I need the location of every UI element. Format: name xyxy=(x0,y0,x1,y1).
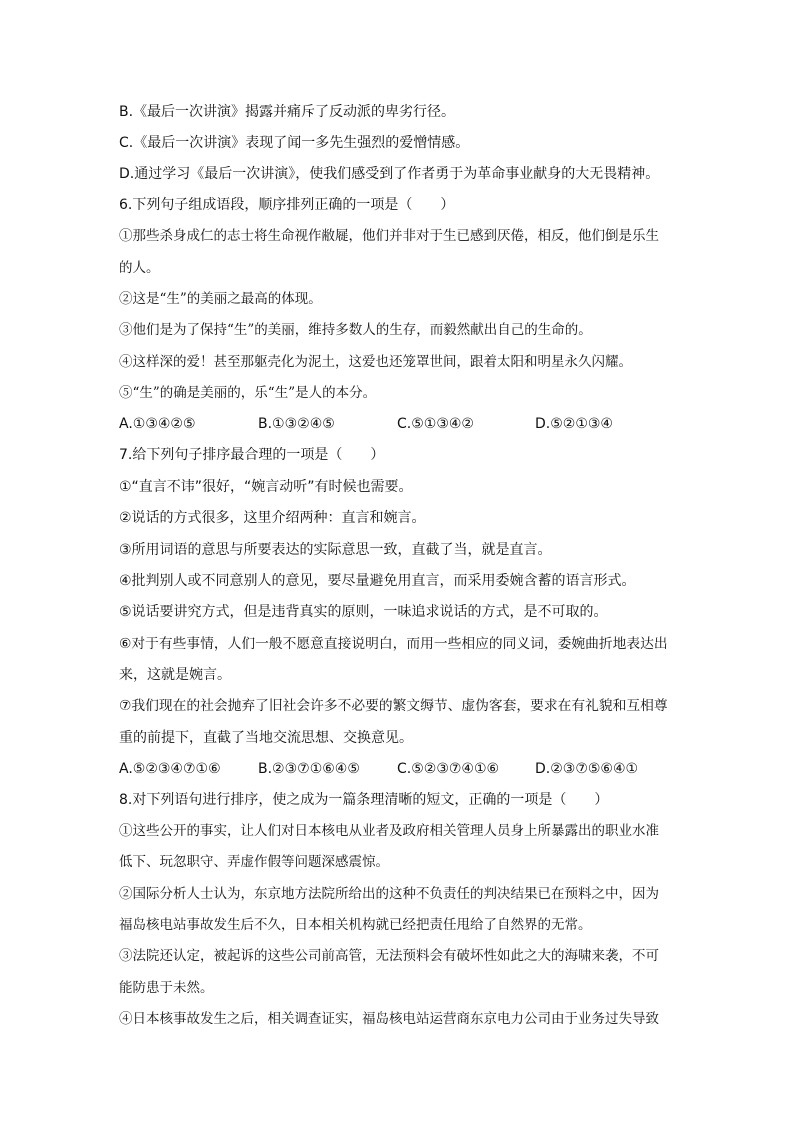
q7-sentence-6: ⑥对于有些事情，人们一般不愿意直接说明白，而用一些相应的同义词，委婉曲折地表达出 xyxy=(119,636,668,652)
q7-option-d: D.②③⑦⑤⑥④① xyxy=(535,761,639,777)
q8-sentence-1-cont: 低下、玩忽职守、弄虚作假等问题深感震惊。 xyxy=(119,854,389,870)
q7-options xyxy=(119,759,679,779)
question-8-stem: 8.对下列语句进行排序，使之成为一篇条理清晰的短文，正确的一项是（ ） xyxy=(119,792,609,808)
q8-sentence-3: ③法院还认定，被起诉的这些公司前高管，无法预料会有破坏性如此之大的海啸来袭，不可 xyxy=(119,948,659,964)
q8-sentence-2: ②国际分析人士认为，东京地方法院所给出的这种不负责任的判决结果已在预料之中，因为 xyxy=(119,886,659,902)
q6-option-d: D.⑤②①③④ xyxy=(535,416,613,432)
q8-sentence-4: ④日本核事故发生之后，相关调查证实，福岛核电站运营商东京电力公司由于业务过失导致 xyxy=(119,1011,659,1027)
q7-sentence-7-cont: 重的前提下，直截了当地交流思想、交换意见。 xyxy=(119,730,413,746)
q7-option-c: C.⑤②③⑦④①⑥ xyxy=(397,761,500,777)
q6-option-a: A.①③④②⑤ xyxy=(119,416,196,432)
q6-options xyxy=(119,414,679,434)
q6-option-b: B.①③②④⑤ xyxy=(258,416,335,432)
q7-sentence-1: ①“直言不讳”很好，“婉言动听”有时候也需要。 xyxy=(119,479,413,495)
q6-sentence-4: ④这样深的爱！甚至那躯壳化为泥土，这爱也还笼罩世间，跟着太阳和明星永久闪耀。 xyxy=(119,354,632,370)
q6-sentence-2: ②这是“生”的美丽之最高的体现。 xyxy=(119,291,322,307)
q7-sentence-4: ④批判别人或不同意别人的意见，要尽量避免用直言，而采用委婉含蓄的语言形式。 xyxy=(119,573,636,589)
q8-sentence-2-cont: 福岛核电站事故发生后不久，日本相关机构就已经把责任甩给了自然界的无常。 xyxy=(119,917,592,933)
q8-sentence-3-cont: 能防患于未然。 xyxy=(119,980,214,996)
q7-sentence-5: ⑤说话要讲究方式，但是违背真实的原则，一味追求说话的方式，是不可取的。 xyxy=(119,604,608,620)
q7-option-a: A.⑤②③④⑦①⑥ xyxy=(119,761,221,777)
q7-option-b: B.②③⑦①⑥④⑤ xyxy=(258,761,360,777)
q7-sentence-7: ⑦我们现在的社会抛弃了旧社会许多不必要的繁文缛节、虚伪客套，要求在有礼貌和互相尊 xyxy=(119,698,668,714)
q6-sentence-5: ⑤“生”的确是美丽的，乐“生”是人的本分。 xyxy=(119,385,377,401)
q6-option-c: C.⑤①③④② xyxy=(397,416,474,432)
question-6-stem: 6.下列句子组成语段，顺序排列正确的一项是（ ） xyxy=(119,197,455,213)
option-c-line: C.《最后一次讲演》表现了闻一多先生强烈的爱憎情感。 xyxy=(119,135,470,151)
q7-sentence-6-cont: 来，这就是婉言。 xyxy=(119,667,231,683)
option-b-line: B.《最后一次讲演》揭露并痛斥了反动派的卑劣行径。 xyxy=(119,104,456,120)
q7-sentence-3: ③所用词语的意思与所要表达的实际意思一致，直截了当，就是直言。 xyxy=(119,542,552,558)
question-7-stem: 7.给下列句子排序最合理的一项是（ ） xyxy=(119,447,385,463)
q6-sentence-1: ①那些杀身成仁的志士将生命视作敝屣，他们并非对于生已感到厌倦，相反，他们倒是乐生 xyxy=(119,228,659,244)
option-d-line: D.通过学习《最后一次讲演》，使我们感受到了作者勇于为革命事业献身的大无畏精神。 xyxy=(119,166,660,182)
q6-sentence-3: ③他们是为了保持“生”的美丽，维持多数人的生存，而毅然献出自己的生命的。 xyxy=(119,322,592,338)
q6-sentence-1-cont: 的人。 xyxy=(119,260,160,276)
q7-sentence-2: ②说话的方式很多，这里介绍两种：直言和婉言。 xyxy=(119,510,426,526)
q8-sentence-1: ①这些公开的事实，让人们对日本核电从业者及政府相关管理人员身上所暴露出的职业水准 xyxy=(119,823,659,839)
